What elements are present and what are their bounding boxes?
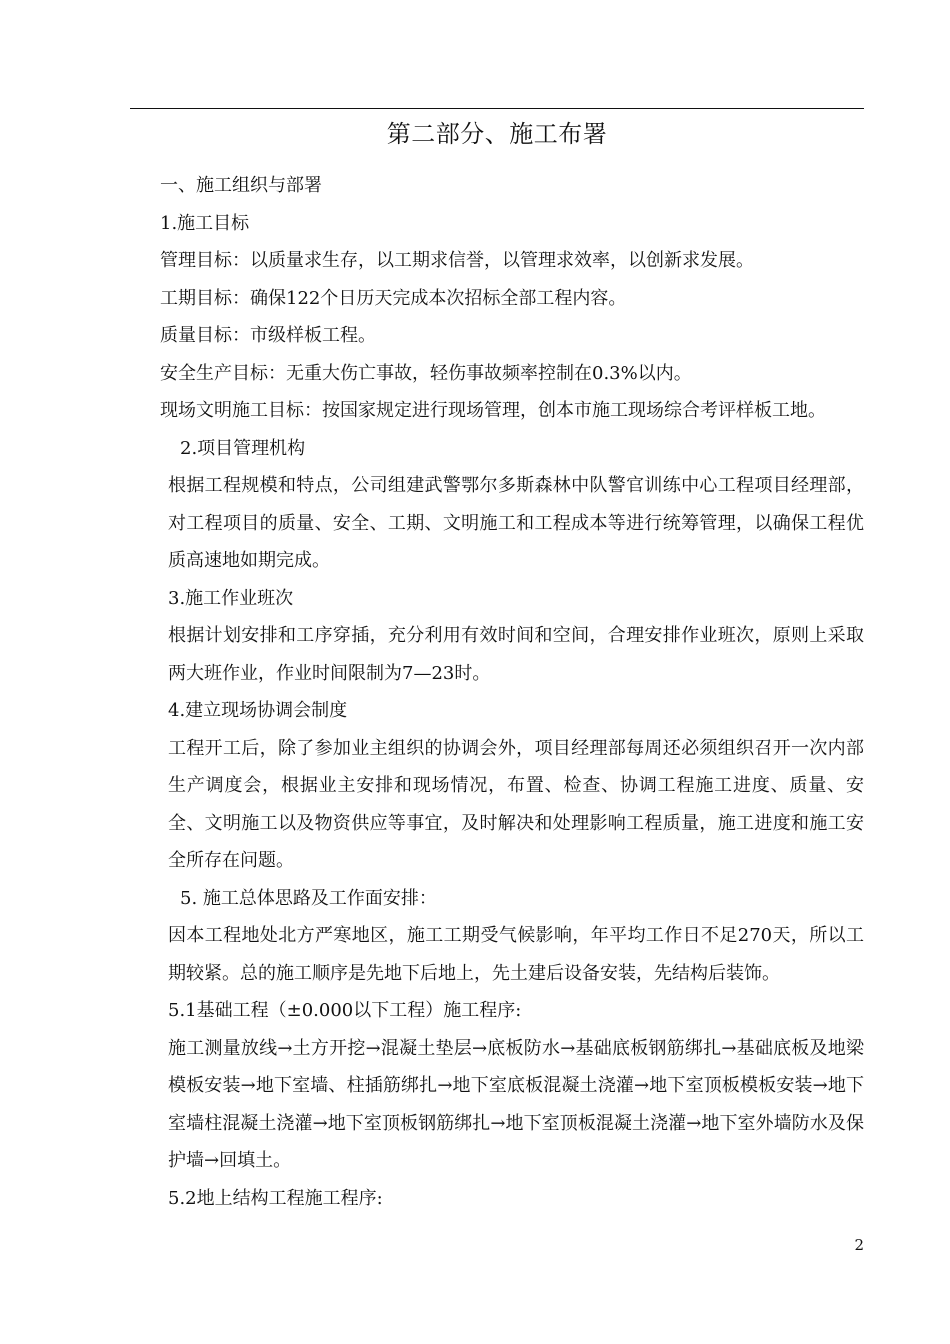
document-body <box>130 167 864 1217</box>
paragraph: 施工测量放线→土方开挖→混凝土垫层→底板防水→基础底板钢筋绑扎→基础底板及地梁模板安装→地下室墙、柱插筋绑扎→地下室底板混凝土浇灌→地下室顶板模板安装→地下室墙柱混凝土浇灌→地下室顶板钢筋绑扎→地下室顶板混凝土浇灌→地下室外墙防水及保护墙→回填土。 <box>168 1037 864 1171</box>
paragraph: 现场文明施工目标：按国家规定进行现场管理，创本市施工现场综合考评样板工地。 <box>160 400 826 421</box>
paragraph: 工程开工后，除了参加业主组织的协调会外，项目经理部每周还必须组织召开一次内部生产调度会，根据业主安排和现场情况，布置、检查、协调工程施工进度、质量、安全、文明施工以及物资供应等事宜，及时解决和处理影响工程质量，施工进度和施工安全所存在问题。 <box>168 737 864 871</box>
page-number: 2 <box>854 1236 864 1254</box>
page-title: 第二部分、施工布署 <box>386 120 608 148</box>
subsection-heading: 3.施工作业班次 <box>168 587 294 609</box>
paragraph: 因本工程地处北方严寒地区，施工工期受气候影响，年平均工作日不足270天，所以工期较紧。总的施工顺序是先地下后地上，先土建后设备安装，先结构后装饰。 <box>168 925 864 984</box>
paragraph: 工期目标：确保122个日历天完成本次招标全部工程内容。 <box>160 287 627 309</box>
subsection-heading: 5.2地上结构工程施工程序: <box>168 1187 383 1209</box>
section-heading: 一、施工组织与部署 <box>160 175 322 196</box>
paragraph: 根据计划安排和工序穿插，充分利用有效时间和空间，合理安排作业班次，原则上采取两大班作业，作业时间限制为7—23时。 <box>168 625 864 684</box>
subsection-heading: 1.施工目标 <box>160 212 250 234</box>
paragraph: 管理目标：以质量求生存，以工期求信誉，以管理求效率，以创新求发展。 <box>160 250 754 271</box>
paragraph: 安全生产目标：无重大伤亡事故，轻伤事故频率控制在0.3%以内。 <box>160 362 692 384</box>
header-rule <box>130 108 864 109</box>
paragraph: 根据工程规模和特点，公司组建武警鄂尔多斯森林中队警官训练中心工程项目经理部，对工程项目的质量、安全、工期、文明施工和工程成本等进行统筹管理，以确保工程优质高速地如期完成。 <box>168 475 864 571</box>
subsection-heading: 2.项目管理机构 <box>180 437 306 459</box>
paragraph: 质量目标：市级样板工程。 <box>160 325 376 346</box>
subsection-heading: 5. 施工总体思路及工作面安排： <box>180 887 437 909</box>
subsection-heading: 4.建立现场协调会制度 <box>168 700 348 721</box>
subsection-heading: 5.1基础工程（±0.000以下工程）施工程序: <box>168 1000 522 1021</box>
